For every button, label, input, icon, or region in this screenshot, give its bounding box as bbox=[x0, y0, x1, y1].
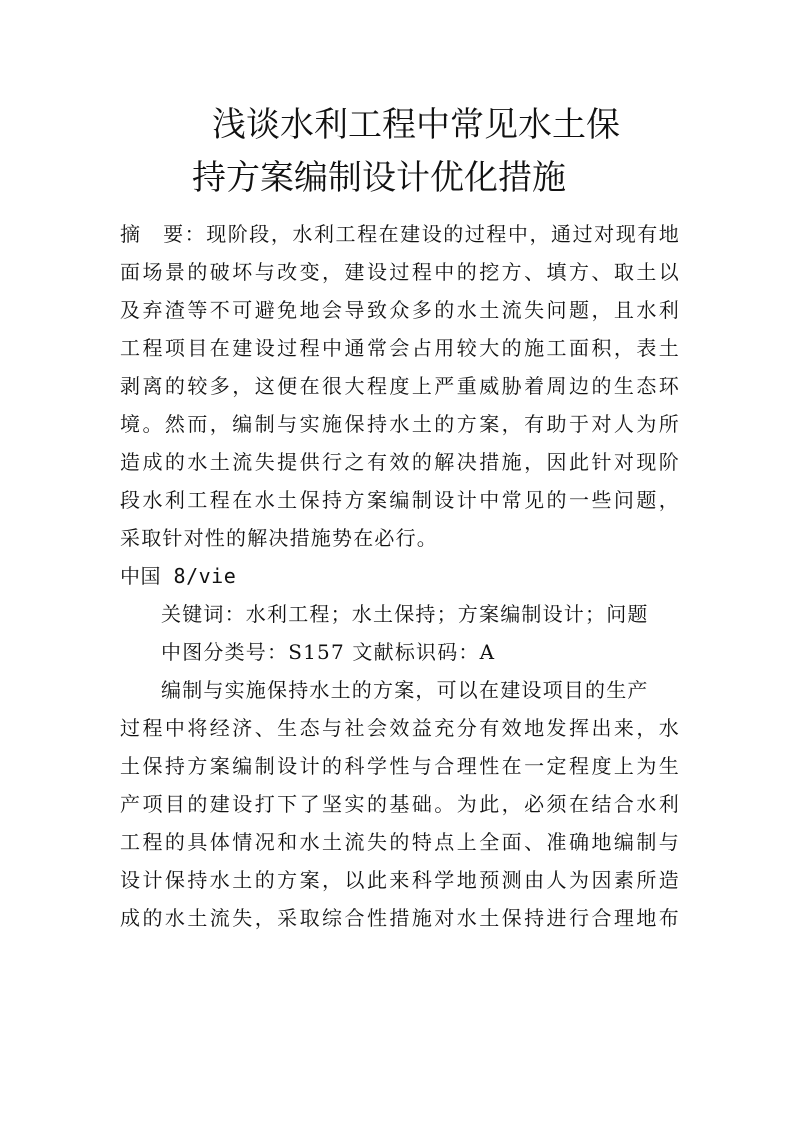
body-paragraph-line: 产项目的建设打下了坚实的基础。为此，必须在结合水利 bbox=[120, 792, 680, 816]
abstract-line: 段水利工程在水土保持方案编制设计中常见的一些问题， bbox=[120, 488, 680, 512]
abstract-line: 工程项目在建设过程中通常会占用较大的施工面积，表土 bbox=[120, 336, 680, 360]
document-title-line-2: 持方案编制设计优化措施 bbox=[192, 158, 566, 198]
body-paragraph-line: 土保持方案编制设计的科学性与合理性在一定程度上为生 bbox=[120, 754, 680, 778]
abstract-line: 剥离的较多，这便在很大程度上严重威胁着周边的生态环 bbox=[120, 374, 680, 398]
abstract-line: 摘 要：现阶段，水利工程在建设的过程中，通过对现有地 bbox=[120, 222, 680, 246]
abstract-line: 及弃渣等不可避免地会导致众多的水土流失问题，且水利 bbox=[120, 298, 680, 322]
keywords-line: 关键词：水利工程；水土保持；方案编制设计；问题 bbox=[161, 602, 649, 626]
body-paragraph-line: 过程中将经济、生态与社会效益充分有效地发挥出来，水 bbox=[120, 716, 680, 740]
body-paragraph-line: 工程的具体情况和水土流失的特点上全面、准确地编制与 bbox=[120, 830, 680, 854]
abstract-line: 面场景的破坏与改变，建设过程中的挖方、填方、取土以 bbox=[120, 260, 680, 284]
abstract-line: 境。然而，编制与实施保持水土的方案，有助于对人为所 bbox=[120, 412, 680, 436]
source-line: 中国 8/vie bbox=[120, 564, 237, 588]
body-paragraph-line: 编制与实施保持水土的方案，可以在建设项目的生产 bbox=[161, 678, 649, 702]
body-paragraph-line: 设计保持水土的方案，以此来科学地预测由人为因素所造 bbox=[120, 868, 680, 892]
abstract-line: 采取针对性的解决措施势在必行。 bbox=[120, 526, 438, 550]
body-paragraph-line: 成的水土流失，采取综合性措施对水土保持进行合理地布 bbox=[120, 906, 680, 930]
classification-line: 中图分类号：S157 文献标识码：A bbox=[161, 640, 496, 664]
document-title-line-1: 浅谈水利工程中常见水土保 bbox=[212, 105, 620, 145]
abstract-line: 造成的水土流失提供行之有效的解决措施，因此针对现阶 bbox=[120, 450, 680, 474]
